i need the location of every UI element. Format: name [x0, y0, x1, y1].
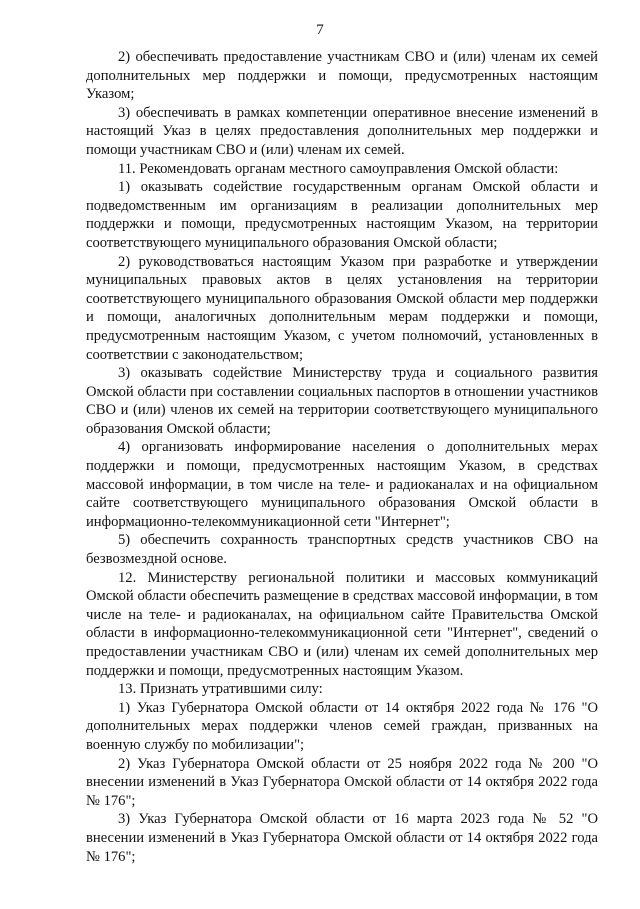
paragraph-11-4: 4) организовать информирование населения о дополнительных мерах поддержки и помощи, предусмотренных настоящим Указом, в средствах массовой информации, в том числе на теле- и радиоканалах и на официальном сайте соответствующего муниципального образования Омской области в информационно-телекоммуникационной сети "Интернет";: [86, 439, 598, 530]
paragraph-10-3: 3) обеспечивать в рамках компетенции оперативное внесение изменений в настоящий Указ в целях предоставления дополнительных мер поддержки и помощи участникам СВО и (или) членам их семей.: [86, 104, 598, 158]
document-body: [86, 48, 598, 866]
paragraph-13: 13. Признать утратившими силу:: [118, 681, 323, 698]
paragraph-13-3: 3) Указ Губернатора Омской области от 16 марта 2023 года № 52 "О внесении изменений в Указ Губернатора Омской области от 14 октября 2022 года № 176";: [86, 811, 598, 865]
page-number: 7: [316, 22, 324, 38]
paragraph-11-5: 5) обеспечить сохранность транспортных средств участников СВО на безвозмездной основе.: [86, 532, 598, 568]
paragraph-12: 12. Министерству региональной политики и массовых коммуникаций Омской области обеспечить размещение в средствах массовой информации, в том числе на теле- и радиоканалах, на официальном сайте Правительства Омской области в информационно-телекоммуникационной сети "Интернет", сведений о предоставлении участникам СВО и (или) членам их семей дополнительных мер поддержки и помощи, предусмотренных настоящим Указом.: [86, 569, 598, 679]
paragraph-10-2: 2) обеспечивать предоставление участникам СВО и (или) членам их семей дополнительных мер поддержки и помощи, предусмотренных настоящим Указом;: [86, 49, 598, 103]
paragraph-13-2: 2) Указ Губернатора Омской области от 25 ноября 2022 года № 200 "О внесении изменений в Указ Губернатора Омской области от 14 октября 2022 года № 176";: [86, 755, 598, 809]
paragraph-11-3: 3) оказывать содействие Министерству труда и социального развития Омской области при составлении социальных паспортов в отношении участников СВО и (или) членов их семей на территории соответствующего муниципального образования Омской области;: [86, 365, 598, 437]
paragraph-11-2: 2) руководствоваться настоящим Указом при разработке и утверждении муниципальных правовых актов в целях установления на территории соответствующего муниципального образования Омской области мер поддержки и помощи, аналогичных дополнительным мерам поддержки и помощи, предусмотренным настоящим Указом, с учетом полномочий, установленных в соответствии с законодательством;: [86, 253, 598, 363]
paragraph-13-1: 1) Указ Губернатора Омской области от 14 октября 2022 года № 176 "О дополнительных мерах поддержки членов семей граждан, призванных на военную службу по мобилизации";: [86, 699, 598, 753]
paragraph-11-1: 1) оказывать содействие государственным органам Омской области и подведомственным им организациям в реализации дополнительных мер поддержки и помощи, предусмотренных настоящим Указом, на территории соответствующего муниципального образования Омской области;: [86, 179, 598, 251]
paragraph-11: 11. Рекомендовать органам местного самоуправления Омской области:: [118, 160, 559, 177]
